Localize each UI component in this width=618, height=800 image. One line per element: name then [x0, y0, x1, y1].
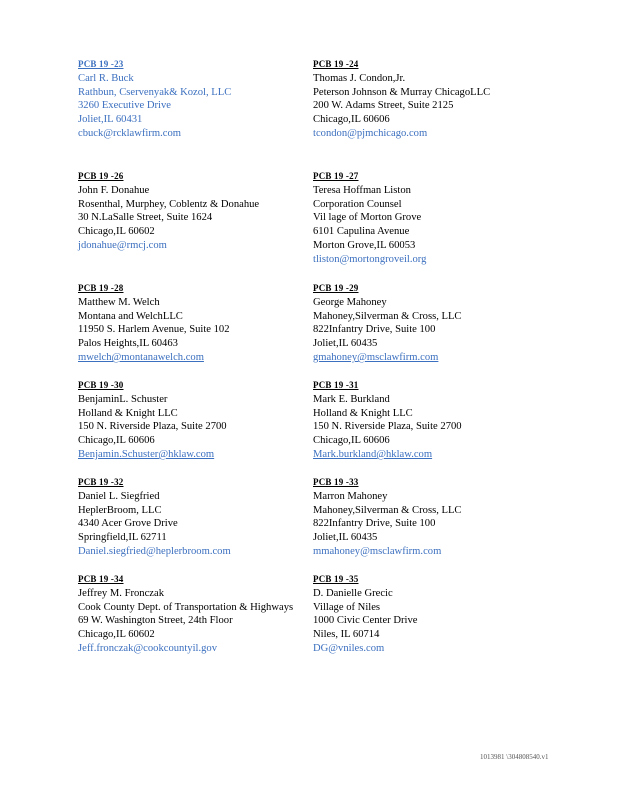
contact-name: BenjaminL. Schuster: [78, 393, 168, 405]
case-number: PCB 19 -29: [313, 283, 359, 293]
service-entry-schuster: [78, 379, 313, 462]
email-link[interactable]: Daniel.siegfried@heplerbroom.com: [78, 545, 231, 557]
firm-name: Rathbun, Cservenyak& Kozol, LLC: [78, 86, 232, 98]
contact-name: Daniel L. Siegfried: [78, 490, 160, 502]
case-number: PCB 19 -24: [313, 59, 359, 69]
city-state-zip: Chicago,IL 60606: [78, 435, 155, 447]
firm-name: Holland & Knight LLC: [313, 407, 413, 419]
street-address: 69 W. Washington Street, 24th Floor: [78, 615, 233, 627]
street-address: 822Infantry Drive, Suite 100: [313, 324, 436, 336]
firm-name: HeplerBroom, LLC: [78, 504, 162, 516]
email-link[interactable]: tcondon@pjmchicago.com: [313, 127, 428, 139]
firm-name: Rosenthal, Murphey, Coblentz & Donahue: [78, 198, 260, 210]
street-address: 3260 Executive Drive: [78, 100, 171, 112]
service-entry-g-mahoney: [313, 282, 548, 365]
street-address: 30 N.LaSalle Street, Suite 1624: [78, 212, 213, 224]
contact-name: Teresa Hoffman Liston: [313, 184, 411, 196]
service-entry-grecic: [313, 573, 548, 656]
service-entry-condon: [313, 58, 548, 141]
firm-name: Vil lage of Morton Grove: [313, 212, 422, 224]
email-link[interactable]: Benjamin.Schuster@hklaw.com: [78, 448, 215, 460]
street-address: 200 W. Adams Street, Suite 2125: [313, 100, 454, 112]
email-link[interactable]: DG@vniles.com: [313, 642, 385, 654]
city-state-zip: Chicago,IL 60606: [313, 435, 390, 447]
city-state-zip: Chicago,IL 60606: [313, 114, 390, 126]
service-entry-buck: [78, 58, 313, 141]
email-link[interactable]: mwelch@montanawelch.com: [78, 351, 204, 363]
street-address: 11950 S. Harlem Avenue, Suite 102: [78, 324, 230, 336]
firm-name: Village of Niles: [313, 601, 381, 613]
service-entry-liston: [313, 170, 548, 267]
service-entry-fronczak: [78, 573, 313, 656]
city-state-zip: Springfield,IL 62711: [78, 532, 167, 544]
case-number: PCB 19 -26: [78, 171, 124, 181]
firm-name: Montana and WelchLLC: [78, 310, 183, 322]
city-state-zip: Palos Heights,IL 60463: [78, 338, 178, 350]
contact-name: Thomas J. Condon,Jr.: [313, 72, 406, 84]
contact-name: Marron Mahoney: [313, 490, 388, 502]
street-address: 150 N. Riverside Plaza, Suite 2700: [78, 421, 227, 433]
contact-name: George Mahoney: [313, 296, 387, 308]
firm-name: Holland & Knight LLC: [78, 407, 178, 419]
firm-name: Cook County Dept. of Transportation & Highways: [78, 601, 294, 613]
service-entry-donahue: [78, 170, 313, 253]
city-state-zip: Joliet,IL 60435: [313, 338, 378, 350]
contact-name: D. Danielle Grecic: [313, 587, 393, 599]
contact-name: Carl R. Buck: [78, 72, 134, 84]
case-number: PCB 19 -23: [78, 59, 124, 69]
service-entry-m-mahoney: [313, 476, 548, 559]
email-link[interactable]: Mark.burkland@hklaw.com: [313, 448, 433, 460]
case-number: PCB 19 -32: [78, 477, 124, 487]
service-entry-burkland: [313, 379, 548, 462]
street-address: 1000 Civic Center Drive: [313, 615, 418, 627]
title-line: Corporation Counsel: [313, 198, 402, 210]
case-number: PCB 19 -34: [78, 574, 124, 584]
firm-name: Mahoney,Silverman & Cross, LLC: [313, 310, 462, 322]
city-state-zip: Joliet,IL 60435: [313, 532, 378, 544]
email-link[interactable]: tliston@mortongroveil.org: [313, 253, 427, 265]
street-address: 4340 Acer Grove Drive: [78, 518, 178, 530]
firm-name: Peterson Johnson & Murray ChicagoLLC: [313, 86, 491, 98]
case-number: PCB 19 -27: [313, 171, 359, 181]
contact-name: Mark E. Burkland: [313, 393, 390, 405]
contact-name: Jeffrey M. Fronczak: [78, 587, 164, 599]
city-state-zip: Chicago,IL 60602: [78, 629, 155, 641]
case-number: PCB 19 -30: [78, 380, 124, 390]
street-address: 822Infantry Drive, Suite 100: [313, 518, 436, 530]
city-state-zip: Joliet,IL 60431: [78, 114, 143, 126]
city-state-zip: Niles, IL 60714: [313, 629, 380, 641]
city-state-zip: Morton Grove,IL 60053: [313, 239, 416, 251]
case-number: PCB 19 -35: [313, 574, 359, 584]
contact-name: Matthew M. Welch: [78, 296, 160, 308]
document-id-footer: 1013981 \304808540.v1: [480, 753, 549, 761]
case-number: PCB 19 -33: [313, 477, 359, 487]
email-link[interactable]: jdonahue@rmcj.com: [78, 239, 167, 251]
email-link[interactable]: cbuck@rcklawfirm.com: [78, 127, 181, 139]
service-entry-siegfried: [78, 476, 313, 559]
case-number: PCB 19 -31: [313, 380, 359, 390]
email-link[interactable]: Jeff.fronczak@cookcountyil.gov: [78, 642, 217, 654]
city-state-zip: Chicago,IL 60602: [78, 226, 155, 238]
case-number: PCB 19 -28: [78, 283, 124, 293]
service-entry-welch: [78, 282, 313, 365]
email-link[interactable]: mmahoney@msclawfirm.com: [313, 545, 442, 557]
street-address: 6101 Capulina Avenue: [313, 226, 410, 238]
street-address: 150 N. Riverside Plaza, Suite 2700: [313, 421, 462, 433]
firm-name: Mahoney,Silverman & Cross, LLC: [313, 504, 462, 516]
contact-name: John F. Donahue: [78, 184, 150, 196]
email-link[interactable]: gmahoney@msclawfirm.com: [313, 351, 439, 363]
